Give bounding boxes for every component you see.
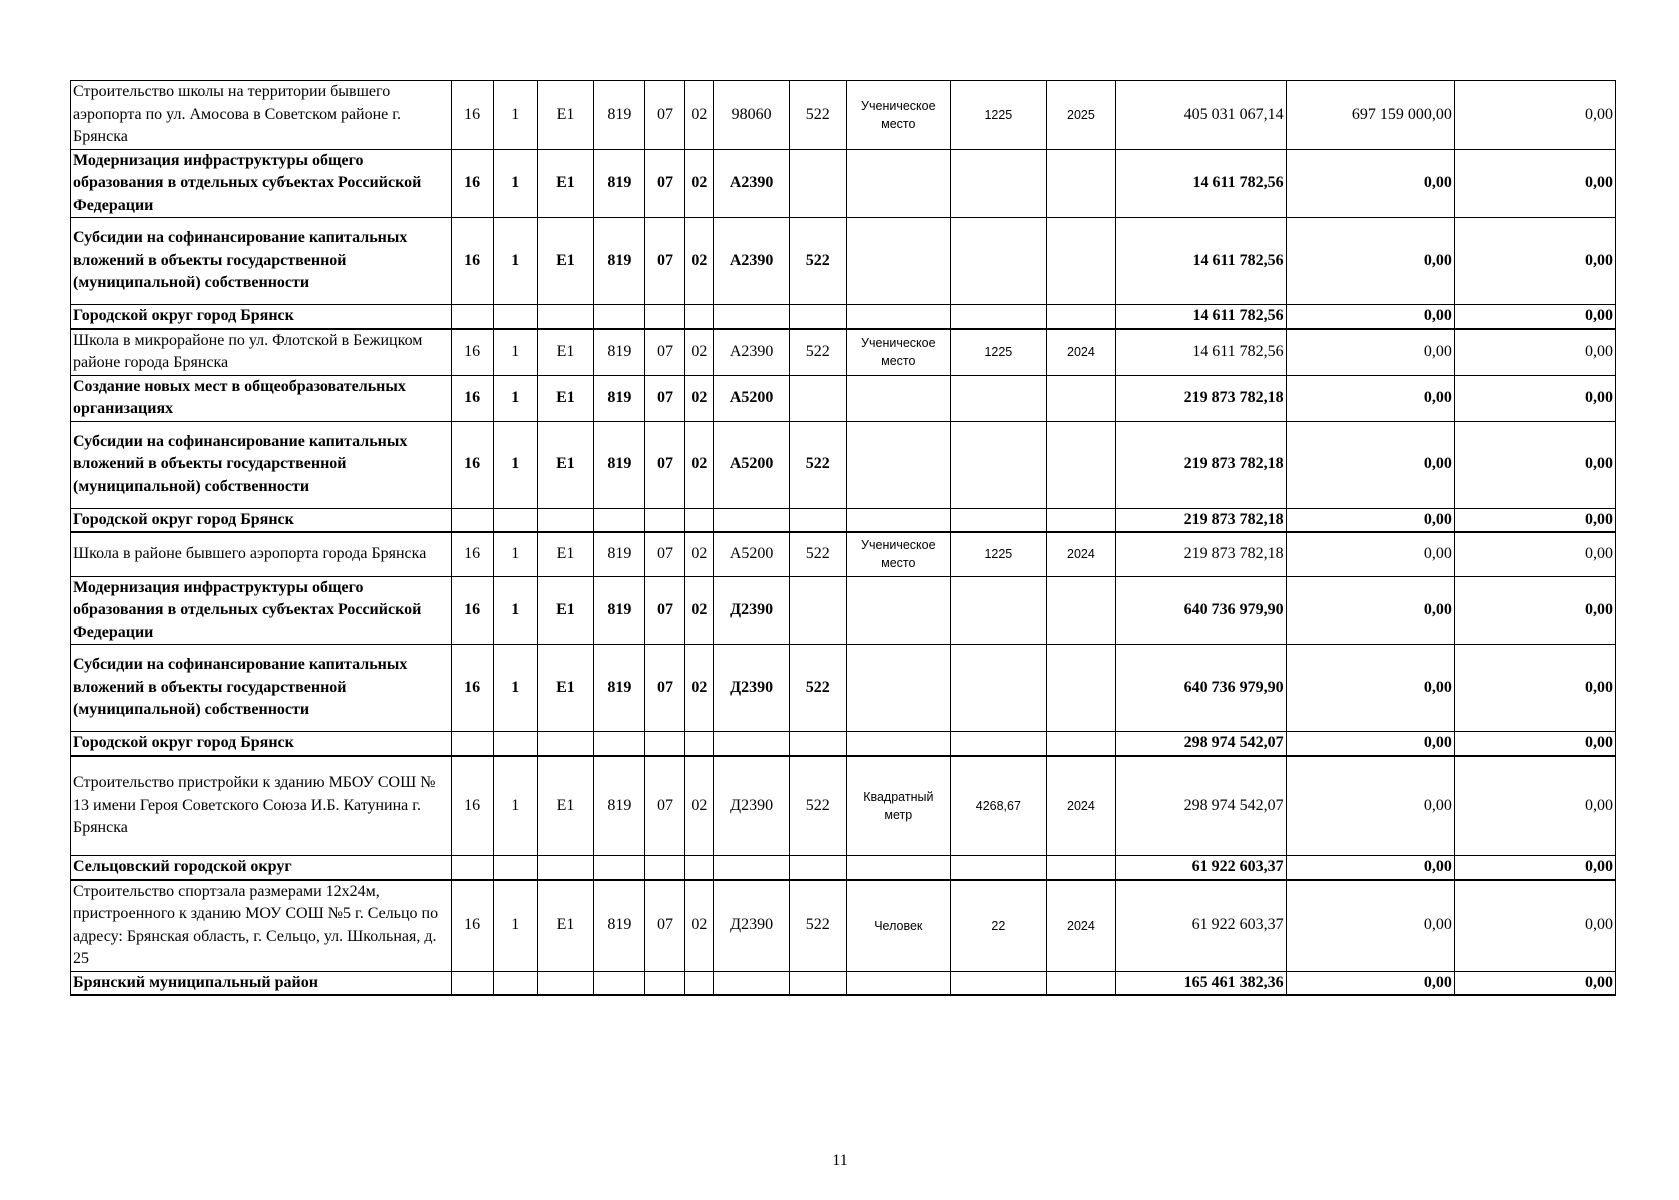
cell-sum-2: 0,00 xyxy=(1286,756,1454,856)
cell-sum-2: 0,00 xyxy=(1286,576,1454,645)
table-row xyxy=(71,880,1616,972)
cell-year: 2024 xyxy=(1046,532,1116,576)
cell-code-2: 1 xyxy=(493,421,537,508)
cell-code-1: 16 xyxy=(451,756,493,856)
cell-code-8: 522 xyxy=(790,532,846,576)
cell-unit xyxy=(846,508,951,532)
cell-sum-1: 61 922 603,37 xyxy=(1116,880,1286,972)
cell-code-6: 02 xyxy=(685,81,714,150)
cell-unit xyxy=(846,856,951,880)
cell-row-name: Городской округ город Брянск xyxy=(71,508,452,532)
cell-sum-2: 0,00 xyxy=(1286,508,1454,532)
cell-code-7: A5200 xyxy=(714,532,790,576)
cell-row-name: Модернизация инфраструктуры общего образования в отдельных субъектах Российской Федерации xyxy=(71,576,452,645)
cell-code-8 xyxy=(790,576,846,645)
table-row xyxy=(71,645,1616,732)
cell-sum-3: 0,00 xyxy=(1454,856,1615,880)
cell-code-5: 07 xyxy=(645,880,685,972)
cell-sum-2: 0,00 xyxy=(1286,375,1454,421)
cell-code-7 xyxy=(714,508,790,532)
table-row xyxy=(71,305,1616,329)
cell-code-3: E1 xyxy=(537,576,593,645)
table-row xyxy=(71,756,1616,856)
cell-sum-1: 219 873 782,18 xyxy=(1116,421,1286,508)
cell-code-6: 02 xyxy=(685,880,714,972)
cell-sum-3: 0,00 xyxy=(1454,732,1615,756)
cell-code-5 xyxy=(645,856,685,880)
cell-code-3: E1 xyxy=(537,880,593,972)
cell-year xyxy=(1046,305,1116,329)
cell-sum-1: 219 873 782,18 xyxy=(1116,508,1286,532)
cell-capacity xyxy=(951,421,1046,508)
cell-code-7: A5200 xyxy=(714,421,790,508)
table-row xyxy=(71,375,1616,421)
cell-code-4: 819 xyxy=(594,81,645,150)
cell-year xyxy=(1046,421,1116,508)
cell-row-name: Школа в районе бывшего аэропорта города Брянска xyxy=(71,532,452,576)
cell-sum-1: 219 873 782,18 xyxy=(1116,375,1286,421)
cell-code-2: 1 xyxy=(493,756,537,856)
cell-code-5: 07 xyxy=(645,576,685,645)
cell-code-8 xyxy=(790,971,846,995)
table-row xyxy=(71,149,1616,218)
cell-code-5: 07 xyxy=(645,375,685,421)
cell-code-1: 16 xyxy=(451,421,493,508)
cell-sum-1: 298 974 542,07 xyxy=(1116,732,1286,756)
cell-code-6: 02 xyxy=(685,375,714,421)
cell-code-6 xyxy=(685,508,714,532)
cell-code-3: E1 xyxy=(537,329,593,376)
cell-code-2: 1 xyxy=(493,218,537,305)
cell-code-2 xyxy=(493,856,537,880)
cell-capacity xyxy=(951,971,1046,995)
cell-sum-3: 0,00 xyxy=(1454,576,1615,645)
cell-code-7: A2390 xyxy=(714,218,790,305)
cell-unit xyxy=(846,971,951,995)
cell-code-4 xyxy=(594,971,645,995)
cell-sum-2: 0,00 xyxy=(1286,880,1454,972)
cell-code-3 xyxy=(537,508,593,532)
cell-capacity xyxy=(951,375,1046,421)
cell-sum-3: 0,00 xyxy=(1454,645,1615,732)
cell-code-1: 16 xyxy=(451,880,493,972)
cell-code-1: 16 xyxy=(451,576,493,645)
cell-unit: Квадратный метр xyxy=(846,756,951,856)
cell-capacity xyxy=(951,508,1046,532)
cell-code-1 xyxy=(451,971,493,995)
cell-capacity xyxy=(951,149,1046,218)
cell-code-4: 819 xyxy=(594,576,645,645)
cell-code-1: 16 xyxy=(451,149,493,218)
cell-unit xyxy=(846,149,951,218)
cell-row-name: Субсидии на софинансирование капитальных вложений в объекты государственной (муниципальной) собственности xyxy=(71,218,452,305)
cell-code-7: 98060 xyxy=(714,81,790,150)
cell-code-2: 1 xyxy=(493,645,537,732)
cell-row-name: Городской округ город Брянск xyxy=(71,732,452,756)
cell-code-8: 522 xyxy=(790,645,846,732)
table-row xyxy=(71,81,1616,150)
cell-code-2 xyxy=(493,508,537,532)
cell-row-name: Школа в микрорайоне по ул. Флотской в Бежицком районе города Брянска xyxy=(71,329,452,376)
cell-sum-2: 0,00 xyxy=(1286,532,1454,576)
cell-sum-3: 0,00 xyxy=(1454,508,1615,532)
cell-sum-1: 640 736 979,90 xyxy=(1116,645,1286,732)
cell-code-6 xyxy=(685,971,714,995)
cell-code-4 xyxy=(594,508,645,532)
cell-capacity: 22 xyxy=(951,880,1046,972)
cell-code-2: 1 xyxy=(493,880,537,972)
cell-code-8 xyxy=(790,149,846,218)
cell-code-7 xyxy=(714,856,790,880)
cell-code-4: 819 xyxy=(594,149,645,218)
cell-code-5: 07 xyxy=(645,81,685,150)
cell-sum-1: 14 611 782,56 xyxy=(1116,218,1286,305)
cell-code-8: 522 xyxy=(790,756,846,856)
cell-row-name: Строительство пристройки к зданию МБОУ СОШ № 13 имени Героя Советского Союза И.Б. Катунина г. Брянска xyxy=(71,756,452,856)
cell-code-3: E1 xyxy=(537,218,593,305)
cell-code-7: Д2390 xyxy=(714,645,790,732)
cell-code-5 xyxy=(645,305,685,329)
cell-sum-2: 0,00 xyxy=(1286,329,1454,376)
cell-year xyxy=(1046,508,1116,532)
cell-code-1 xyxy=(451,732,493,756)
page-number: 11 xyxy=(832,1152,848,1169)
cell-row-name: Строительство спортзала размерами 12х24м, пристроенного к зданию МОУ СОШ №5 г. Сельцо по адресу: Брянская область, г. Сельцо, ул. Школьная, д. 25 xyxy=(71,880,452,972)
cell-sum-2: 0,00 xyxy=(1286,149,1454,218)
cell-code-8: 522 xyxy=(790,329,846,376)
cell-unit xyxy=(846,375,951,421)
cell-code-8 xyxy=(790,508,846,532)
cell-code-4: 819 xyxy=(594,880,645,972)
cell-code-4: 819 xyxy=(594,421,645,508)
cell-capacity: 1225 xyxy=(951,532,1046,576)
cell-capacity: 1225 xyxy=(951,329,1046,376)
cell-sum-3: 0,00 xyxy=(1454,971,1615,995)
cell-row-name: Строительство школы на территории бывшего аэропорта по ул. Амосова в Советском районе г. Брянска xyxy=(71,81,452,150)
cell-year xyxy=(1046,218,1116,305)
cell-sum-2: 0,00 xyxy=(1286,645,1454,732)
cell-code-4: 819 xyxy=(594,756,645,856)
cell-code-6 xyxy=(685,305,714,329)
table-row xyxy=(71,532,1616,576)
cell-code-3: E1 xyxy=(537,532,593,576)
cell-code-1 xyxy=(451,508,493,532)
cell-sum-2: 697 159 000,00 xyxy=(1286,81,1454,150)
cell-year xyxy=(1046,971,1116,995)
cell-code-7: Д2390 xyxy=(714,880,790,972)
cell-code-1: 16 xyxy=(451,532,493,576)
cell-code-7: A2390 xyxy=(714,149,790,218)
cell-sum-3: 0,00 xyxy=(1454,81,1615,150)
cell-code-3: E1 xyxy=(537,375,593,421)
cell-row-name: Субсидии на софинансирование капитальных вложений в объекты государственной (муниципальной) собственности xyxy=(71,421,452,508)
cell-year xyxy=(1046,645,1116,732)
cell-code-6: 02 xyxy=(685,329,714,376)
cell-code-3: E1 xyxy=(537,756,593,856)
cell-code-6: 02 xyxy=(685,532,714,576)
cell-capacity xyxy=(951,856,1046,880)
cell-sum-3: 0,00 xyxy=(1454,756,1615,856)
cell-unit: Ученическое место xyxy=(846,81,951,150)
cell-code-4: 819 xyxy=(594,532,645,576)
cell-code-8: 522 xyxy=(790,81,846,150)
cell-code-4 xyxy=(594,305,645,329)
cell-code-8: 522 xyxy=(790,880,846,972)
cell-code-5: 07 xyxy=(645,149,685,218)
cell-unit xyxy=(846,305,951,329)
cell-year xyxy=(1046,732,1116,756)
cell-capacity xyxy=(951,218,1046,305)
cell-code-5: 07 xyxy=(645,532,685,576)
cell-code-3 xyxy=(537,971,593,995)
cell-sum-2: 0,00 xyxy=(1286,856,1454,880)
cell-capacity xyxy=(951,305,1046,329)
cell-sum-1: 640 736 979,90 xyxy=(1116,576,1286,645)
cell-code-1 xyxy=(451,305,493,329)
cell-code-2: 1 xyxy=(493,375,537,421)
cell-sum-3: 0,00 xyxy=(1454,880,1615,972)
cell-sum-3: 0,00 xyxy=(1454,421,1615,508)
cell-code-5: 07 xyxy=(645,756,685,856)
cell-unit xyxy=(846,645,951,732)
cell-sum-1: 405 031 067,14 xyxy=(1116,81,1286,150)
cell-code-7: Д2390 xyxy=(714,576,790,645)
cell-code-1: 16 xyxy=(451,218,493,305)
cell-code-4: 819 xyxy=(594,218,645,305)
cell-unit: Ученическое место xyxy=(846,329,951,376)
cell-row-name: Субсидии на софинансирование капитальных вложений в объекты государственной (муниципальной) собственности xyxy=(71,645,452,732)
cell-code-6: 02 xyxy=(685,576,714,645)
table-row xyxy=(71,218,1616,305)
cell-code-8 xyxy=(790,375,846,421)
cell-code-2 xyxy=(493,971,537,995)
cell-code-3 xyxy=(537,305,593,329)
cell-sum-3: 0,00 xyxy=(1454,218,1615,305)
cell-code-3: E1 xyxy=(537,421,593,508)
cell-code-5: 07 xyxy=(645,645,685,732)
cell-capacity xyxy=(951,732,1046,756)
cell-sum-3: 0,00 xyxy=(1454,375,1615,421)
cell-sum-3: 0,00 xyxy=(1454,149,1615,218)
cell-code-2 xyxy=(493,732,537,756)
cell-code-7 xyxy=(714,305,790,329)
cell-sum-1: 14 611 782,56 xyxy=(1116,305,1286,329)
cell-code-7 xyxy=(714,971,790,995)
cell-capacity: 4268,67 xyxy=(951,756,1046,856)
cell-code-7: A2390 xyxy=(714,329,790,376)
cell-code-6: 02 xyxy=(685,421,714,508)
cell-unit xyxy=(846,421,951,508)
cell-row-name: Модернизация инфраструктуры общего образования в отдельных субъектах Российской Федерации xyxy=(71,149,452,218)
cell-sum-1: 165 461 382,36 xyxy=(1116,971,1286,995)
cell-code-6 xyxy=(685,732,714,756)
cell-code-6: 02 xyxy=(685,645,714,732)
cell-row-name: Городской округ город Брянск xyxy=(71,305,452,329)
cell-year: 2024 xyxy=(1046,756,1116,856)
cell-sum-3: 0,00 xyxy=(1454,532,1615,576)
cell-unit: Ученическое место xyxy=(846,532,951,576)
cell-code-3: E1 xyxy=(537,81,593,150)
cell-code-8: 522 xyxy=(790,218,846,305)
cell-code-6 xyxy=(685,856,714,880)
cell-code-5 xyxy=(645,508,685,532)
cell-sum-2: 0,00 xyxy=(1286,218,1454,305)
cell-unit: Человек xyxy=(846,880,951,972)
cell-sum-1: 14 611 782,56 xyxy=(1116,329,1286,376)
budget-table xyxy=(70,80,1616,996)
table-row xyxy=(71,576,1616,645)
cell-code-3: E1 xyxy=(537,149,593,218)
cell-code-2: 1 xyxy=(493,149,537,218)
table-row xyxy=(71,856,1616,880)
cell-code-2: 1 xyxy=(493,81,537,150)
cell-code-6: 02 xyxy=(685,756,714,856)
cell-row-name: Сельцовский городской округ xyxy=(71,856,452,880)
cell-code-2 xyxy=(493,305,537,329)
cell-year xyxy=(1046,576,1116,645)
cell-code-1: 16 xyxy=(451,375,493,421)
cell-unit xyxy=(846,576,951,645)
cell-sum-2: 0,00 xyxy=(1286,421,1454,508)
cell-code-5: 07 xyxy=(645,329,685,376)
cell-code-7: A5200 xyxy=(714,375,790,421)
cell-sum-1: 219 873 782,18 xyxy=(1116,532,1286,576)
cell-code-2: 1 xyxy=(493,329,537,376)
table-row xyxy=(71,732,1616,756)
cell-code-6: 02 xyxy=(685,218,714,305)
table-row xyxy=(71,421,1616,508)
cell-code-5: 07 xyxy=(645,218,685,305)
cell-year: 2024 xyxy=(1046,880,1116,972)
cell-code-8: 522 xyxy=(790,421,846,508)
cell-year xyxy=(1046,149,1116,218)
cell-code-7 xyxy=(714,732,790,756)
cell-sum-1: 298 974 542,07 xyxy=(1116,756,1286,856)
table-row xyxy=(71,971,1616,995)
cell-code-8 xyxy=(790,732,846,756)
cell-sum-3: 0,00 xyxy=(1454,329,1615,376)
cell-code-8 xyxy=(790,856,846,880)
cell-code-2: 1 xyxy=(493,532,537,576)
cell-code-1: 16 xyxy=(451,81,493,150)
cell-code-4 xyxy=(594,856,645,880)
cell-sum-1: 61 922 603,37 xyxy=(1116,856,1286,880)
cell-sum-2: 0,00 xyxy=(1286,305,1454,329)
cell-capacity: 1225 xyxy=(951,81,1046,150)
cell-year xyxy=(1046,856,1116,880)
cell-unit xyxy=(846,218,951,305)
cell-sum-2: 0,00 xyxy=(1286,971,1454,995)
cell-code-4: 819 xyxy=(594,645,645,732)
cell-code-3 xyxy=(537,856,593,880)
cell-unit xyxy=(846,732,951,756)
cell-code-5 xyxy=(645,971,685,995)
cell-code-8 xyxy=(790,305,846,329)
cell-sum-2: 0,00 xyxy=(1286,732,1454,756)
cell-year: 2024 xyxy=(1046,329,1116,376)
cell-year: 2025 xyxy=(1046,81,1116,150)
cell-capacity xyxy=(951,576,1046,645)
cell-code-4: 819 xyxy=(594,375,645,421)
cell-sum-1: 14 611 782,56 xyxy=(1116,149,1286,218)
cell-code-1: 16 xyxy=(451,329,493,376)
cell-code-6: 02 xyxy=(685,149,714,218)
cell-sum-3: 0,00 xyxy=(1454,305,1615,329)
cell-code-5 xyxy=(645,732,685,756)
table-row xyxy=(71,508,1616,532)
table-row xyxy=(71,329,1616,376)
cell-code-3: E1 xyxy=(537,645,593,732)
cell-code-5: 07 xyxy=(645,421,685,508)
cell-code-7: Д2390 xyxy=(714,756,790,856)
cell-code-1 xyxy=(451,856,493,880)
cell-year xyxy=(1046,375,1116,421)
cell-row-name: Брянский муниципальный район xyxy=(71,971,452,995)
cell-code-4: 819 xyxy=(594,329,645,376)
cell-capacity xyxy=(951,645,1046,732)
cell-row-name: Создание новых мест в общеобразовательных организациях xyxy=(71,375,452,421)
cell-code-3 xyxy=(537,732,593,756)
cell-code-1: 16 xyxy=(451,645,493,732)
cell-code-4 xyxy=(594,732,645,756)
cell-code-2: 1 xyxy=(493,576,537,645)
